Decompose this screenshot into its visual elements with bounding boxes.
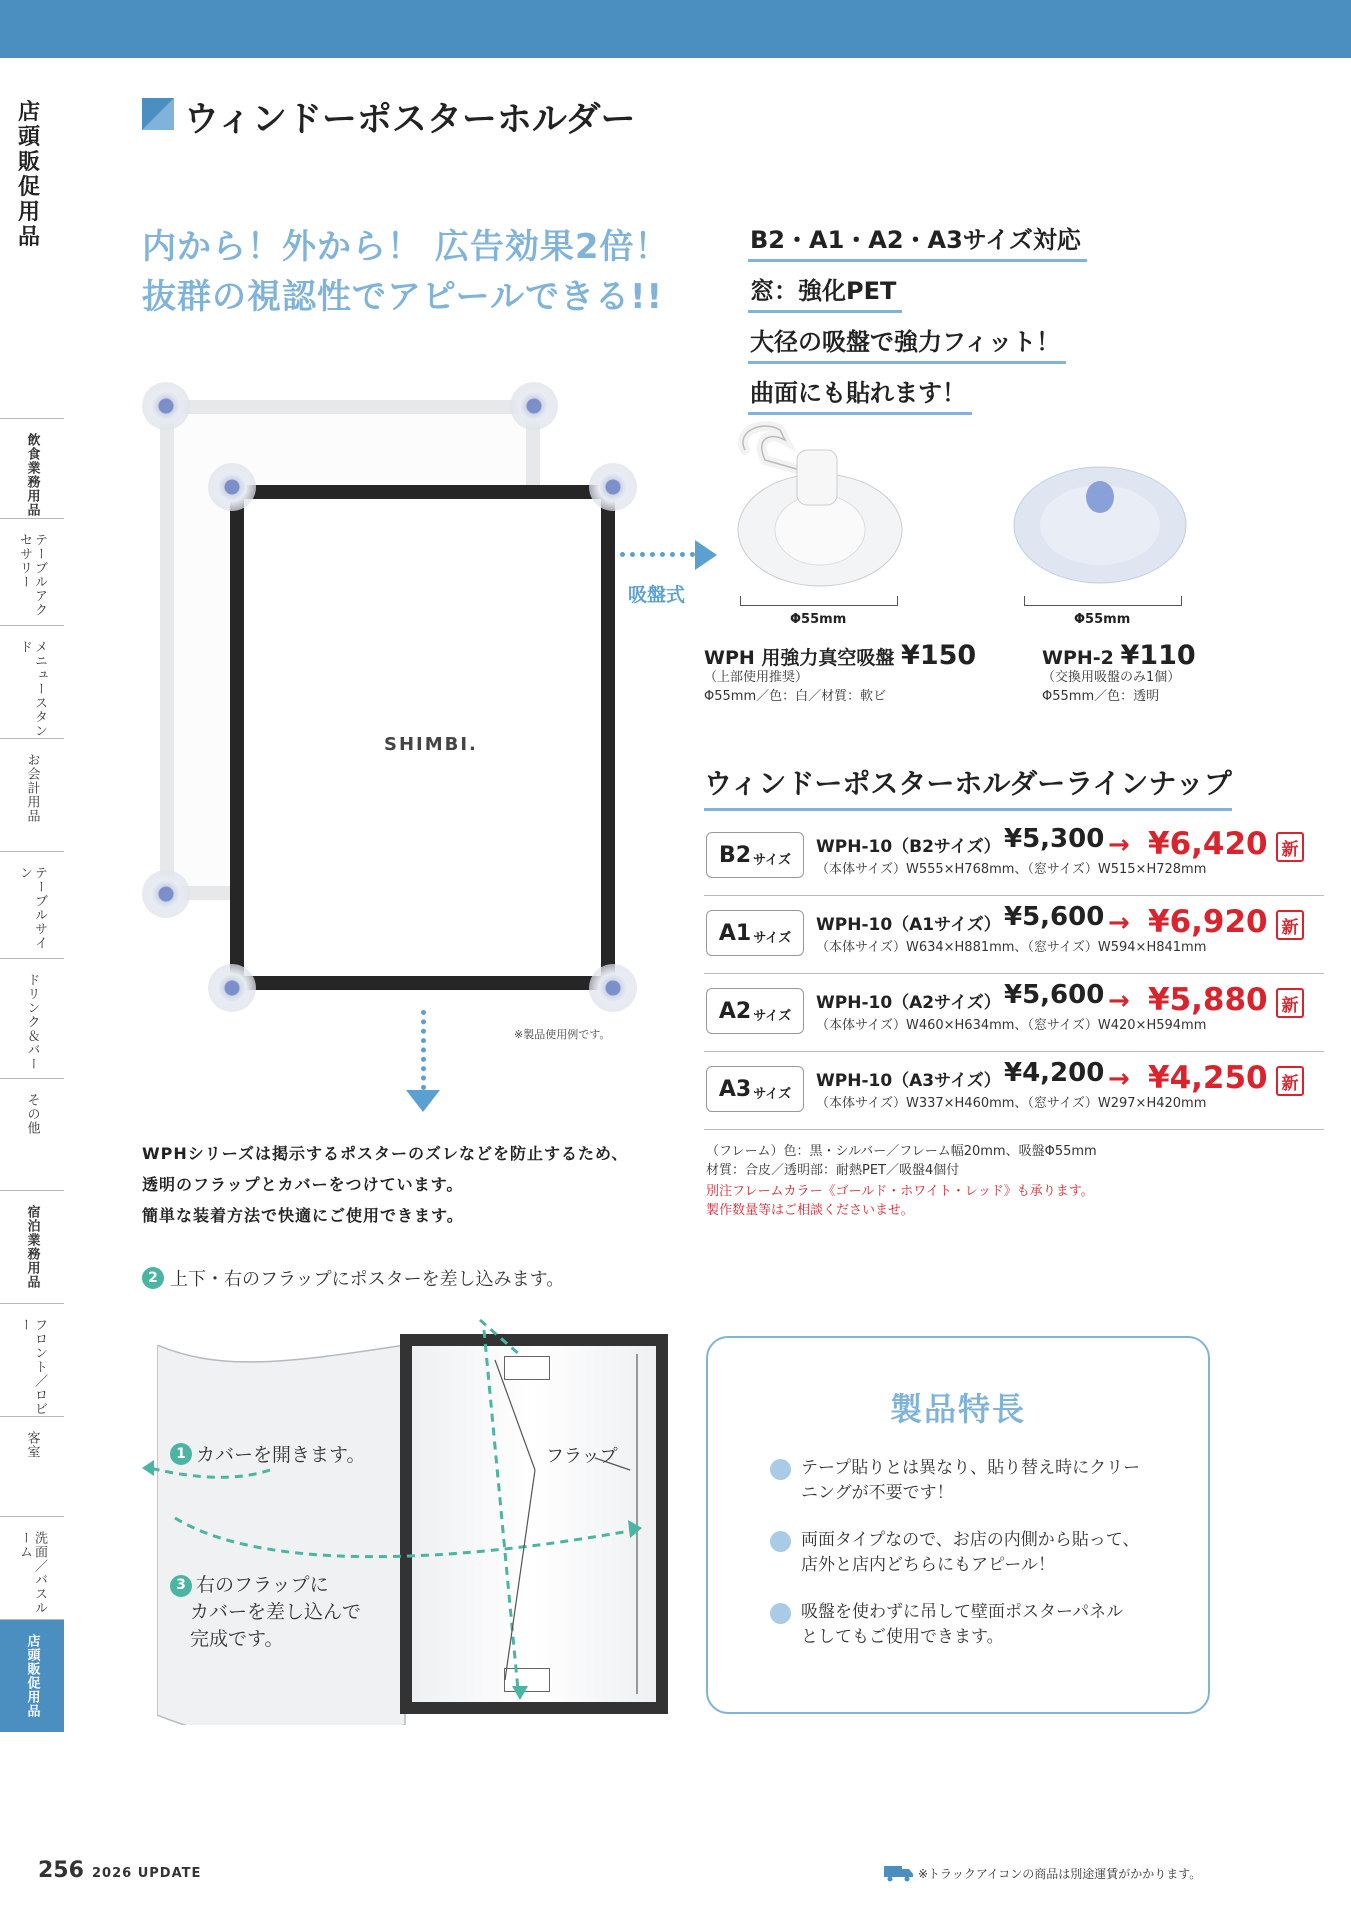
lineup-title: ウィンドーポスターホルダーラインナップ: [704, 762, 1232, 811]
dimensions: （本体サイズ）W460×H634mm、（窓サイズ）W420×H594mm: [816, 1018, 1207, 1033]
step-text: 右のフラップに: [196, 1574, 329, 1596]
page-number: 256: [38, 1858, 84, 1883]
suction-cup-icon: [589, 964, 637, 1012]
model-name: WPH-10（A3サイズ）: [816, 1071, 1001, 1091]
dimension-line: [1024, 596, 1182, 606]
side-category-title: 店頭販促用品: [17, 100, 40, 250]
suction-cup-icon: [208, 964, 256, 1012]
features-box-title: 製品特長: [889, 1390, 1026, 1428]
title-mark-icon: [142, 98, 174, 130]
size-suffix: サイズ: [753, 1086, 792, 1102]
sidebar-item[interactable]: [0, 518, 64, 625]
price-arrow-icon: →: [1108, 830, 1130, 860]
sidebar-item-label: フロント／ロビー: [17, 1318, 47, 1416]
product-name: [704, 640, 976, 671]
lineup-row: [704, 818, 1324, 896]
dimension-label: Φ55mm: [1074, 612, 1131, 627]
new-price: ¥6,920: [1148, 904, 1268, 940]
size-suffix: サイズ: [753, 930, 792, 946]
price-arrow-icon: →: [1108, 908, 1130, 938]
feature-item: [770, 1600, 1123, 1650]
new-price: ¥5,880: [1148, 982, 1268, 1018]
sidebar-item[interactable]: [0, 418, 64, 518]
suction-type-label: 吸盤式: [628, 584, 686, 606]
lineup-row: [704, 896, 1324, 974]
description-line: 簡単な装着方法で快適にご使用できます。: [142, 1206, 464, 1225]
product-sub-line: Φ55mm／色：透明: [1042, 689, 1160, 704]
step-number: 1: [170, 1443, 192, 1465]
product-sub: [704, 668, 886, 706]
size-badge: [706, 910, 804, 956]
sidebar-item-label: 飲食業務用品: [24, 433, 40, 517]
sidebar-item[interactable]: [0, 1190, 64, 1303]
bullet-dot-icon: [770, 1459, 791, 1480]
step-arrows-icon: [140, 1300, 680, 1720]
bullet-dot-icon: [770, 1603, 791, 1624]
feature-item-text: ニングが不要です！: [801, 1483, 954, 1503]
size-label: A1: [718, 920, 752, 946]
sidebar-item[interactable]: [0, 1516, 64, 1619]
suction-cup-icon: [142, 870, 190, 918]
sidebar-item[interactable]: [0, 625, 64, 738]
product-name: [1042, 640, 1196, 671]
product-sub-line: （上部使用推奨）: [704, 670, 809, 685]
usage-note: ※製品使用例です。: [514, 1028, 611, 1041]
price-arrow-icon: →: [1108, 1064, 1130, 1094]
size-label: B2: [718, 842, 752, 868]
feature-item-text: 吸盤を使わずに吊して壁面ポスターパネル: [801, 1602, 1124, 1622]
new-badge: 新: [1276, 832, 1304, 862]
product-name-text: WPH 用強力真空吸盤: [704, 647, 895, 669]
sidebar-item[interactable]: [0, 738, 64, 851]
step-text: 完成です。: [190, 1628, 284, 1650]
old-price: ¥5,600: [1004, 902, 1105, 932]
suction-cup-icon: [208, 463, 256, 511]
update-label: 2026 UPDATE: [92, 1866, 202, 1881]
sidebar-item-label: ドリンク＆バー: [24, 973, 40, 1071]
step-number: 3: [170, 1575, 192, 1597]
spec-notes: [706, 1142, 1097, 1220]
dotted-arrow-down-icon: [421, 1010, 426, 1090]
headline: [142, 222, 670, 322]
sidebar-item-label: テーブルアクセサリー: [17, 533, 47, 617]
sidebar-item-label: テーブルサイン: [17, 866, 47, 950]
lineup-row: [704, 1052, 1324, 1130]
sidebar-item-label: 洗面／バスルーム: [17, 1531, 47, 1615]
description: [142, 1138, 628, 1231]
top-bar: [0, 0, 1351, 58]
custom-order-note: 別注フレームカラー《ゴールド・ホワイト・レッド》も承ります。: [706, 1184, 1094, 1199]
footer-note: [884, 1864, 1201, 1882]
sidebar-item-label: その他: [24, 1093, 40, 1135]
step-3: [170, 1572, 361, 1653]
size-suffix: サイズ: [753, 1008, 792, 1024]
product-price: ¥110: [1120, 640, 1196, 671]
feature-item: [770, 1456, 1140, 1506]
sidebar-item[interactable]: [0, 1619, 64, 1732]
price-arrow-icon: →: [1108, 986, 1130, 1016]
lineup-row: [704, 974, 1324, 1052]
dimensions: （本体サイズ）W337×H460mm、（窓サイズ）W297×H420mm: [816, 1096, 1207, 1111]
arrow-head-icon: [406, 1090, 440, 1112]
product-sub: [1042, 668, 1180, 706]
step-1: [170, 1440, 365, 1467]
model-name: WPH-10（A1サイズ）: [816, 915, 1001, 935]
model-name: WPH-10（B2サイズ）: [816, 837, 1001, 857]
size-badge: [706, 988, 804, 1034]
sidebar-item-label: 宿泊業務用品: [24, 1205, 40, 1289]
sidebar-item[interactable]: [0, 1078, 64, 1190]
step-text: 上下・右のフラップにポスターを差し込みます。: [170, 1269, 565, 1290]
dimensions: （本体サイズ）W555×H768mm、（窓サイズ）W515×H728mm: [816, 862, 1207, 877]
step-number: 2: [142, 1267, 164, 1289]
headline-line: 内から！外から！ 広告効果2倍！: [142, 227, 670, 267]
new-badge: 新: [1276, 910, 1304, 940]
size-label: A2: [718, 998, 752, 1024]
feature-item-text: 店外と店内どちらにもアピール！: [801, 1555, 1055, 1575]
new-badge: 新: [1276, 1066, 1304, 1096]
suction-cup-icon: [589, 463, 637, 511]
model-name: WPH-10（A2サイズ）: [816, 993, 1001, 1013]
features-box: [706, 1336, 1210, 1714]
dotted-arrow-right-icon: [620, 552, 695, 557]
description-line: 透明のフラップとカバーをつけています。: [142, 1175, 464, 1194]
old-price: ¥5,600: [1004, 980, 1105, 1010]
hook-suction-cup-image: [725, 420, 905, 590]
footer-note-text: ※トラックアイコンの商品は別途運賃がかかります。: [918, 1866, 1202, 1881]
feature-list: [748, 220, 1087, 424]
feature-item-text: 両面タイプなので、お店の内側から貼って、: [801, 1530, 1140, 1550]
dimensions: （本体サイズ）W634×H881mm、（窓サイズ）W594×H841mm: [816, 940, 1207, 955]
step-text: カバーを差し込んで: [190, 1601, 362, 1623]
spec-line: （フレーム）色：黒・シルバー／フレーム幅20mm、吸盤Φ55mm: [706, 1144, 1097, 1159]
sidebar-item-label: メニュースタンド: [17, 640, 47, 738]
product-price: ¥150: [901, 640, 977, 671]
flap-label: フラップ: [546, 1446, 618, 1467]
feature-line: 大径の吸盤で強力フィット！: [748, 322, 1066, 364]
new-badge: 新: [1276, 988, 1304, 1018]
sidebar-item-label: 客室: [24, 1431, 40, 1459]
size-label: A3: [718, 1076, 752, 1102]
product-sub-line: Φ55mm／色：白／材質：軟ビ: [704, 689, 887, 704]
step-2: [142, 1265, 564, 1291]
old-price: ¥5,300: [1004, 824, 1105, 854]
feature-line: B2・A1・A2・A3サイズ対応: [748, 220, 1087, 262]
suction-cup-icon: [510, 382, 558, 430]
size-badge: [706, 832, 804, 878]
sidebar-item[interactable]: [0, 1416, 64, 1516]
sidebar-item-label: 店頭販促用品: [24, 1634, 40, 1718]
feature-item-text: としてもご使用できます。: [801, 1627, 1004, 1647]
custom-order-note: 製作数量等はご相談くださいませ。: [706, 1203, 914, 1218]
side-nav: [0, 418, 64, 1732]
feature-line: 曲面にも貼れます！: [748, 373, 972, 415]
step-text: カバーを開きます。: [196, 1444, 366, 1466]
size-suffix: サイズ: [753, 852, 792, 868]
arrow-head-icon: [695, 540, 717, 570]
spec-line: 材質：合皮／透明部：耐熱PET／吸盤4個付: [706, 1163, 960, 1178]
feature-item: [770, 1528, 1139, 1578]
new-price: ¥6,420: [1148, 826, 1268, 862]
clear-suction-cup-image: [1010, 455, 1190, 585]
size-badge: [706, 1066, 804, 1112]
feature-line: 窓：強化PET: [748, 271, 902, 313]
page-title: ウィンドーポスターホルダー: [184, 100, 636, 140]
bullet-dot-icon: [770, 1531, 791, 1552]
sidebar-item-label: お会計用品: [24, 753, 40, 823]
headline-line: 抜群の視認性でアピールできる!!: [142, 277, 663, 317]
feature-item-text: テープ貼りとは異なり、貼り替え時にクリー: [801, 1458, 1141, 1478]
dimension-label: Φ55mm: [790, 612, 847, 627]
suction-cup-icon: [142, 382, 190, 430]
truck-icon: [884, 1864, 914, 1882]
brand-logo: SHIMBI.: [384, 734, 478, 755]
product-sub-line: （交換用吸盤のみ1個）: [1042, 670, 1181, 685]
old-price: ¥4,200: [1004, 1058, 1105, 1088]
product-name-text: WPH-2: [1042, 647, 1114, 669]
dimension-line: [740, 596, 898, 606]
sidebar-item[interactable]: [0, 958, 64, 1078]
sidebar-item[interactable]: [0, 851, 64, 958]
new-price: ¥4,250: [1148, 1060, 1268, 1096]
description-line: WPHシリーズは掲示するポスターのズレなどを防止するため、: [142, 1144, 629, 1163]
sidebar-item[interactable]: [0, 1303, 64, 1416]
